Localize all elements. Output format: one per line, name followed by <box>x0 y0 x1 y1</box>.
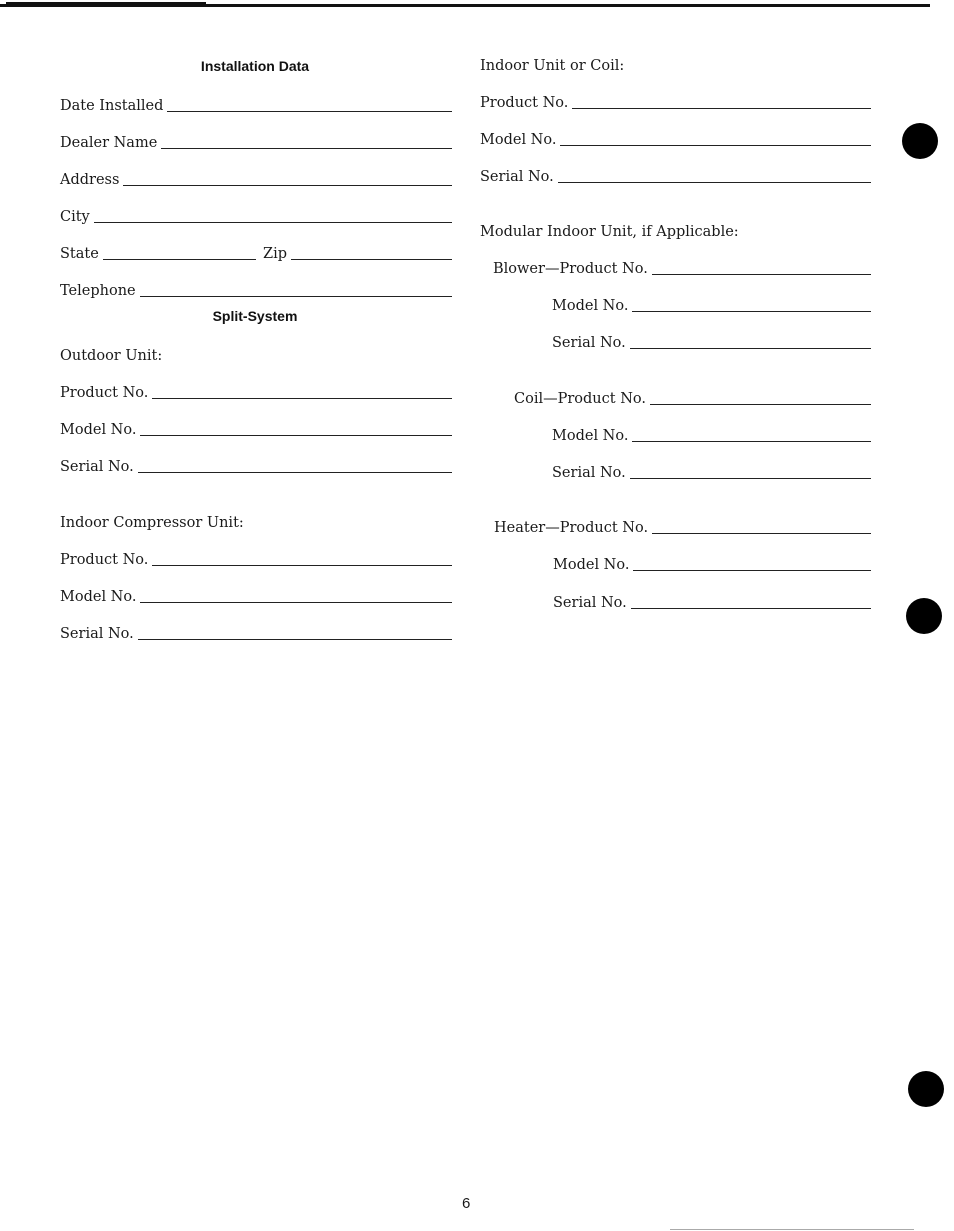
outdoor-model-field[interactable] <box>60 421 452 439</box>
blower-model-line <box>632 310 871 312</box>
footer-rule <box>670 1229 914 1230</box>
state-line <box>103 258 256 260</box>
coil-serial-line <box>558 181 871 183</box>
zip-label: Zip <box>263 246 287 262</box>
heater-product-field[interactable] <box>494 519 871 537</box>
heater-serial-label: Serial No. <box>553 595 627 611</box>
heater-serial-field[interactable] <box>553 594 871 612</box>
heater-product-line <box>652 532 871 534</box>
date-installed-label: Date Installed <box>60 98 164 114</box>
modcoil-model-label: Model No. <box>552 428 629 444</box>
address-line <box>123 184 452 186</box>
indoor-compressor-unit-label: Indoor Compressor Unit: <box>60 515 244 531</box>
outdoor-serial-field[interactable] <box>60 458 452 476</box>
coil-model-line <box>560 144 871 146</box>
binder-hole-icon <box>906 598 942 634</box>
outdoor-unit-label: Outdoor Unit: <box>60 348 163 364</box>
blower-product-label: Blower—Product No. <box>493 261 648 277</box>
page-number: 6 <box>462 1195 471 1212</box>
modcoil-serial-field[interactable] <box>552 464 871 482</box>
outdoor-product-line <box>152 397 452 399</box>
state-field[interactable] <box>60 245 256 263</box>
compressor-serial-line <box>138 638 452 640</box>
address-label: Address <box>60 172 120 188</box>
blower-serial-label: Serial No. <box>552 335 626 351</box>
blower-serial-line <box>630 347 871 349</box>
modcoil-product-line <box>650 403 871 405</box>
state-label: State <box>60 246 99 262</box>
outdoor-product-field[interactable] <box>60 384 452 402</box>
blower-product-field[interactable] <box>493 260 871 278</box>
compressor-product-field[interactable] <box>60 551 452 569</box>
modcoil-model-line <box>632 440 871 442</box>
telephone-line <box>140 295 452 297</box>
telephone-field[interactable] <box>60 282 452 300</box>
modcoil-product-label: Coil—Product No. <box>514 391 646 407</box>
compressor-serial-field[interactable] <box>60 625 452 643</box>
dealer-name-field[interactable] <box>60 134 452 152</box>
modcoil-serial-line <box>630 477 871 479</box>
city-line <box>94 221 452 223</box>
address-field[interactable] <box>60 171 452 189</box>
compressor-serial-label: Serial No. <box>60 626 134 642</box>
blower-model-label: Model No. <box>552 298 629 314</box>
coil-model-field[interactable] <box>480 131 871 149</box>
modcoil-serial-label: Serial No. <box>552 465 626 481</box>
binder-hole-icon <box>908 1071 944 1107</box>
modcoil-model-field[interactable] <box>552 427 871 445</box>
split-system-heading: Split-System <box>212 308 298 324</box>
indoor-unit-coil-label: Indoor Unit or Coil: <box>480 58 625 74</box>
heater-model-field[interactable] <box>553 556 871 574</box>
blower-model-field[interactable] <box>552 297 871 315</box>
coil-serial-label: Serial No. <box>480 169 554 185</box>
dealer-name-line <box>161 147 452 149</box>
outdoor-product-label: Product No. <box>60 385 149 401</box>
coil-product-field[interactable] <box>480 94 871 112</box>
installation-data-heading: Installation Data <box>200 58 310 74</box>
date-installed-field[interactable] <box>60 97 452 115</box>
compressor-product-label: Product No. <box>60 552 149 568</box>
blower-product-line <box>652 273 871 275</box>
binder-hole-icon <box>902 123 938 159</box>
top-rule-thick <box>6 2 206 7</box>
city-label: City <box>60 209 90 225</box>
blower-serial-field[interactable] <box>552 334 871 352</box>
heater-product-label: Heater—Product No. <box>494 520 649 536</box>
dealer-name-label: Dealer Name <box>60 135 158 151</box>
modcoil-product-field[interactable] <box>514 390 871 408</box>
outdoor-model-label: Model No. <box>60 422 137 438</box>
compressor-model-field[interactable] <box>60 588 452 606</box>
compressor-model-line <box>140 601 452 603</box>
zip-line <box>291 258 452 260</box>
city-field[interactable] <box>60 208 452 226</box>
coil-serial-field[interactable] <box>480 168 871 186</box>
telephone-label: Telephone <box>60 283 136 299</box>
date-installed-line <box>167 110 452 112</box>
coil-product-label: Product No. <box>480 95 569 111</box>
outdoor-serial-label: Serial No. <box>60 459 134 475</box>
compressor-model-label: Model No. <box>60 589 137 605</box>
outdoor-model-line <box>140 434 452 436</box>
modular-indoor-unit-label: Modular Indoor Unit, if Applicable: <box>480 224 739 240</box>
coil-model-label: Model No. <box>480 132 557 148</box>
heater-model-label: Model No. <box>553 557 630 573</box>
zip-field[interactable] <box>263 245 452 263</box>
coil-product-line <box>572 107 871 109</box>
outdoor-serial-line <box>138 471 452 473</box>
compressor-product-line <box>152 564 452 566</box>
heater-model-line <box>633 569 871 571</box>
heater-serial-line <box>631 607 871 609</box>
